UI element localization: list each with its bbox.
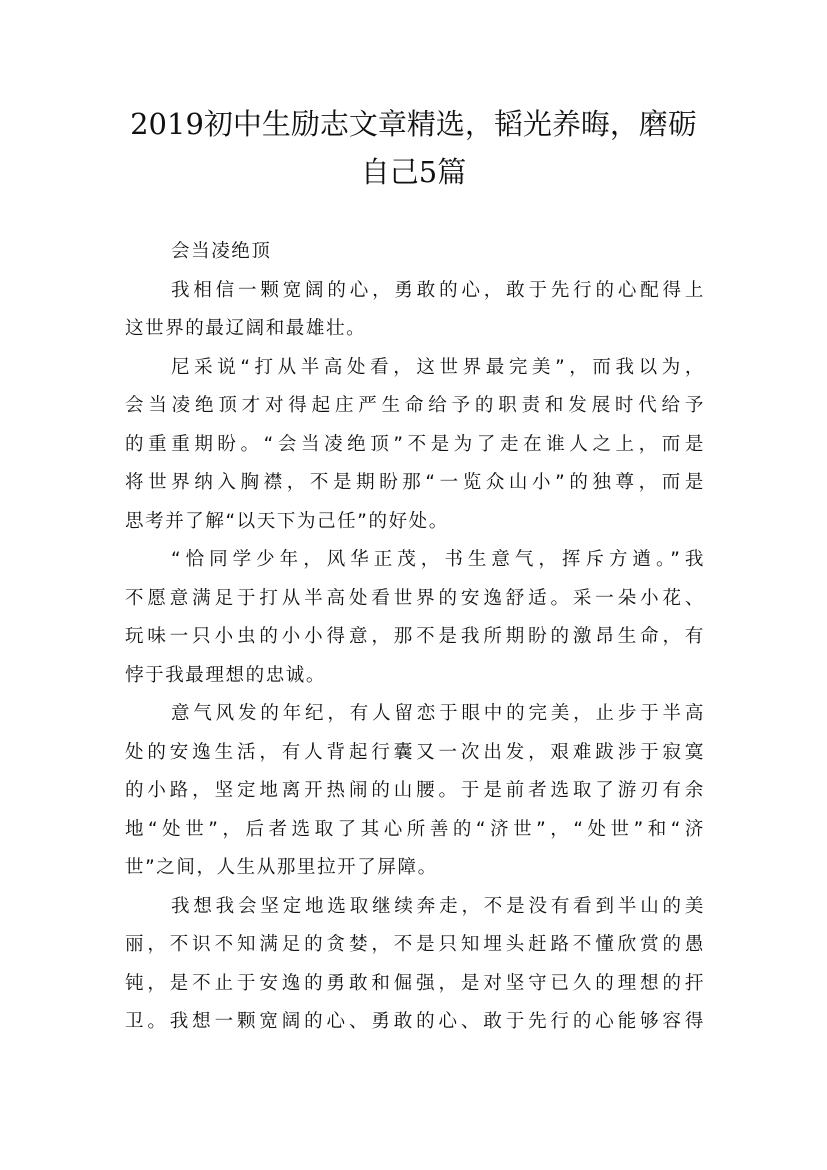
paragraph — [125, 349, 705, 542]
article-body — [125, 233, 705, 1042]
text-line: 我相信一颗宽阔的心，勇敢的心，敢于先行的心配得上 — [171, 279, 705, 301]
text-line: 卫。我想一颗宽阔的心、勇敢的心、敢于先行的心能够容得 — [125, 1011, 705, 1032]
text-line: 我想我会坚定地选取继续奔走，不是没有看到半山的美 — [171, 895, 705, 917]
paragraph — [125, 541, 705, 695]
paragraph — [125, 888, 705, 1042]
title-line-2: 自己5篇 — [360, 155, 467, 189]
text-line: 会当凌绝顶才对得起庄严生命给予的职责和发展时代给予 — [125, 395, 705, 416]
paragraph — [125, 272, 705, 349]
text-line: 处的安逸生活，有人背起行囊又一次出发，艰难跋涉于寂寞 — [125, 741, 705, 763]
text-line: 尼采说“打从半高处看，这世界最完美”，而我以为， — [171, 356, 705, 378]
paragraph — [125, 695, 705, 888]
text-line: 地“处世”，后者选取了其心所善的“济世”，“处世”和“济 — [125, 818, 705, 840]
text-line: “恰同学少年，风华正茂，书生意气，挥斥方遒。”我 — [171, 549, 705, 570]
text-line: 丽，不识不知满足的贪婪，不是只知埋头赶路不懂欣赏的愚 — [125, 934, 705, 955]
text-line: 意气风发的年纪，有人留恋于眼中的完美，止步于半高 — [171, 703, 705, 724]
document-title — [100, 100, 727, 196]
text-line: 悖于我最理想的忠诚。 — [125, 664, 327, 686]
text-line: 玩味一只小虫的小小得意，那不是我所期盼的激昂生命，有 — [125, 626, 705, 647]
text-line: 思考并了解“以天下为己任”的好处。 — [125, 510, 449, 532]
text-line: 将世界纳入胸襟，不是期盼那“一览众山小”的独尊，而是 — [125, 472, 705, 493]
text-line: 这世界的最辽阔和最雄壮。 — [125, 318, 367, 339]
title-line-1: 2019初中生励志文章精选，韬光养晦，磨砺 — [130, 107, 697, 141]
text-line: 钝，是不止于安逸的勇敢和倔强，是对坚守已久的理想的扞 — [125, 972, 705, 994]
section-heading: 会当凌绝顶 — [171, 241, 272, 262]
text-line: 的重重期盼。“会当凌绝顶”不是为了走在谁人之上，而是 — [125, 433, 705, 455]
text-line: 不愿意满足于打从半高处看世界的安逸舒适。采一朵小花、 — [125, 587, 705, 609]
text-line: 的小路，坚定地离开热闹的山腰。于是前者选取了游刃有余 — [125, 780, 705, 801]
text-line: 世”之间，人生从那里拉开了屏障。 — [125, 857, 438, 878]
